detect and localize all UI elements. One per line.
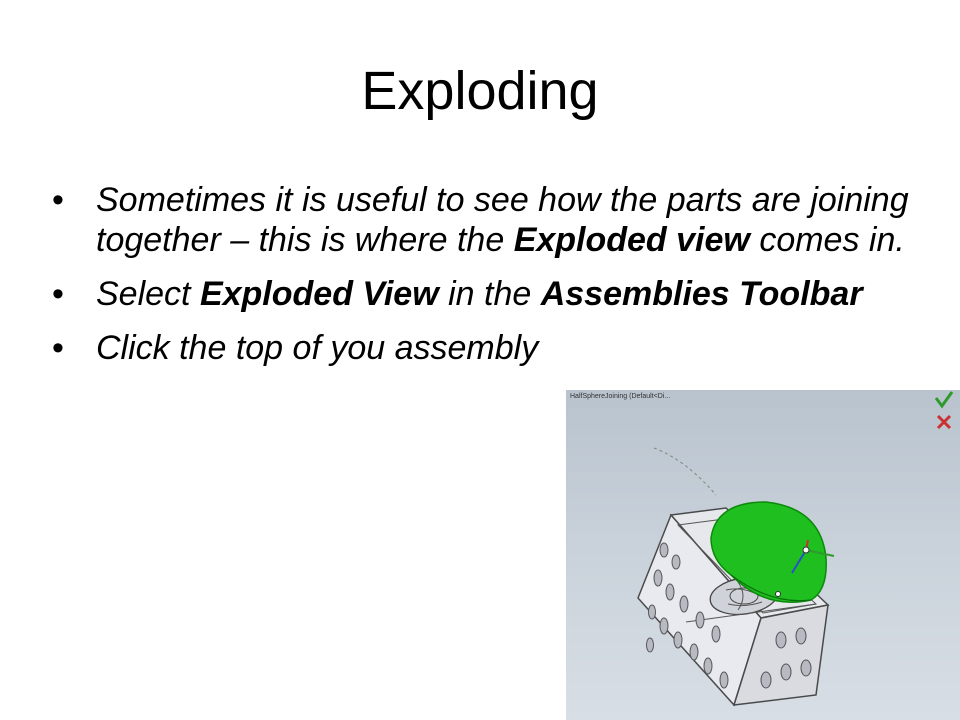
selection-point[interactable] — [776, 592, 781, 597]
explode-path-line — [654, 448, 716, 495]
bullet-item — [52, 180, 912, 260]
close-x-icon[interactable] — [938, 416, 950, 428]
bullet-text-segment: Select — [96, 275, 200, 313]
bullet-item — [52, 274, 912, 314]
slide-title: Exploding — [361, 61, 599, 121]
bullet-text-segment: comes in. — [749, 221, 905, 259]
bullet-text-segment: in the — [438, 275, 541, 313]
triad-origin[interactable] — [803, 547, 809, 553]
bullet-marker: • — [52, 181, 64, 219]
bullet-text-segment: Click the top of you assembly — [96, 329, 539, 367]
bullet-list — [52, 180, 912, 382]
assembly-view — [566, 390, 960, 720]
bullet-marker: • — [52, 329, 64, 367]
bullet-marker: • — [52, 275, 64, 313]
confirm-check-icon[interactable] — [936, 392, 952, 406]
bullet-text-segment: Sometimes it is useful to see how the parts are joining together – this is where the — [96, 181, 909, 259]
cad-screenshot — [566, 390, 960, 720]
bullet-emphasis: Exploded View — [199, 275, 439, 313]
bullet-emphasis: Assemblies Toolbar — [540, 275, 863, 313]
document-tab[interactable]: HalfSphereJoining (Default<Di... — [570, 393, 671, 400]
bullet-emphasis: Exploded view — [513, 221, 750, 259]
bullet-item — [52, 328, 912, 368]
